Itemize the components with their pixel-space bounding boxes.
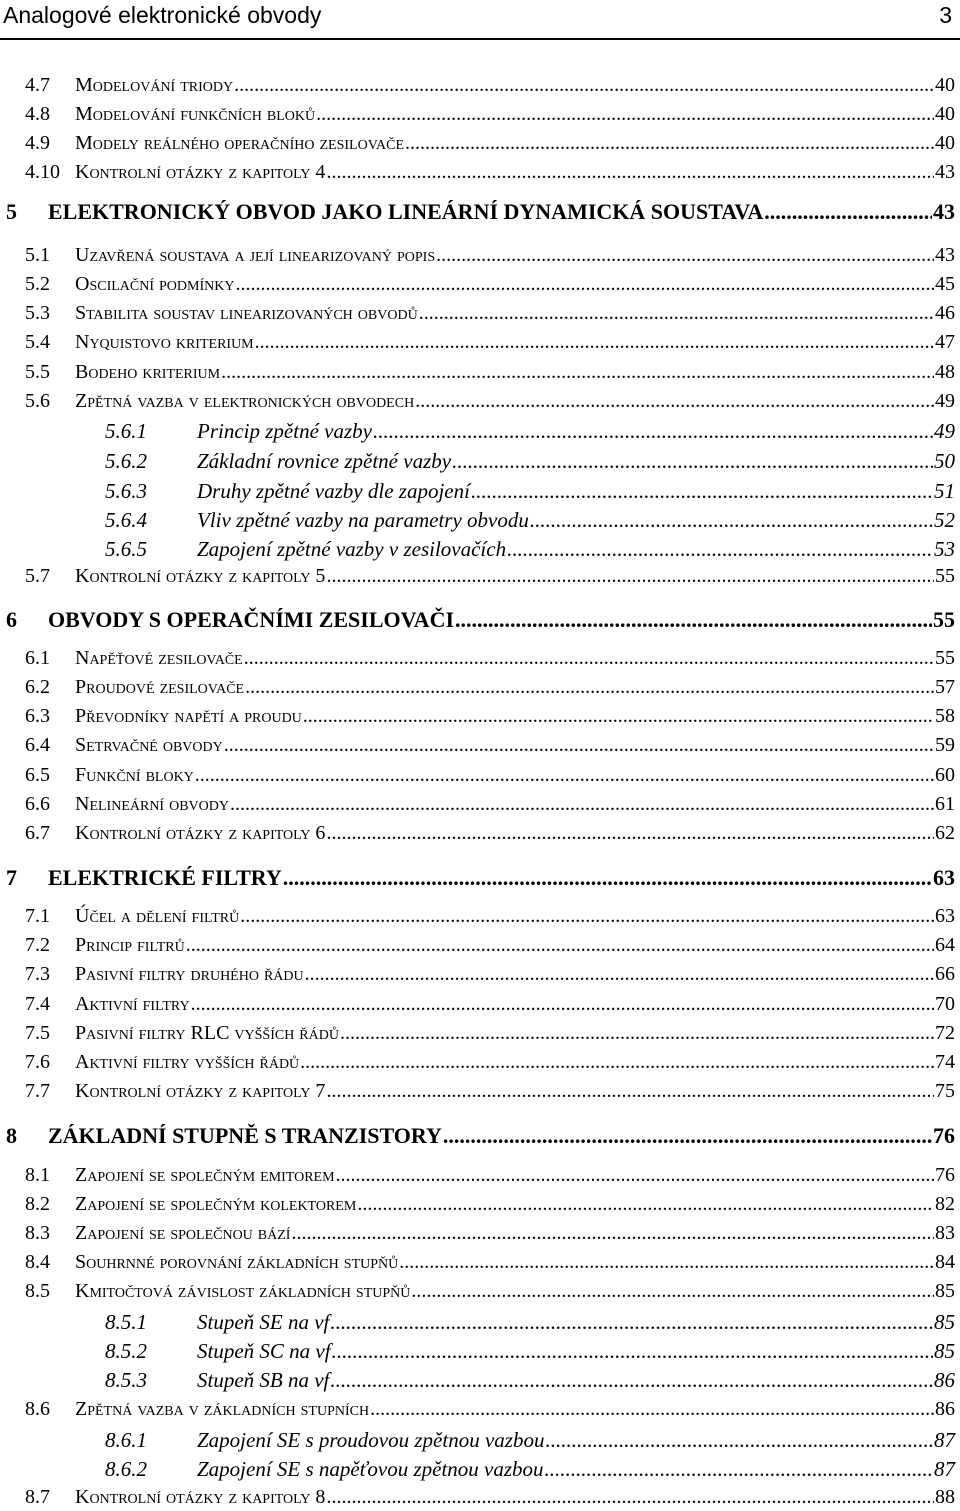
toc-entry[interactable] bbox=[25, 764, 955, 787]
toc-entry-title: Stupeň SC na vf bbox=[197, 1339, 331, 1363]
toc-entry-number: 8.1 bbox=[25, 1164, 50, 1186]
leader-dots bbox=[764, 199, 932, 225]
toc-entry-title: ELEKTRICKÉ FILTRY bbox=[48, 865, 282, 890]
toc-entry[interactable] bbox=[105, 449, 955, 474]
toc-entry[interactable] bbox=[105, 537, 955, 562]
leader-dots bbox=[245, 676, 934, 699]
toc-entry[interactable] bbox=[25, 331, 955, 354]
toc-entry-number: 8.5.3 bbox=[105, 1368, 147, 1392]
toc-entry-number: 8.6.2 bbox=[105, 1457, 147, 1481]
toc-entry-title: Druhy zpětné vazby dle zapojení bbox=[197, 479, 470, 503]
toc-entry-page: 48 bbox=[935, 361, 955, 383]
toc-entry-page: 55 bbox=[935, 565, 955, 587]
toc-entry-number: 5.6.3 bbox=[105, 479, 147, 503]
leader-dots bbox=[255, 331, 934, 354]
toc-entry-title: Zapojení SE s napěťovou zpětnou vazbou bbox=[197, 1457, 544, 1481]
toc-entry-number: 6.1 bbox=[25, 647, 50, 669]
toc-entry[interactable] bbox=[25, 1051, 955, 1074]
toc-entry-title: Kontrolní otázky z kapitoly 4 bbox=[75, 161, 326, 183]
toc-entry-title: Bodeho kriterium bbox=[75, 361, 221, 383]
leader-dots bbox=[303, 705, 934, 728]
leader-dots bbox=[452, 449, 933, 474]
toc-entry-page: 45 bbox=[935, 273, 955, 295]
toc-entry-page: 55 bbox=[935, 647, 955, 669]
toc-entry-number: 7 bbox=[6, 865, 17, 890]
leader-dots bbox=[436, 244, 934, 267]
toc-entry-page: 87 bbox=[934, 1457, 955, 1481]
toc-entry-page: 43 bbox=[935, 161, 955, 183]
toc-entry[interactable] bbox=[25, 565, 955, 588]
toc-entry-title: Kontrolní otázky z kapitoly 6 bbox=[75, 822, 326, 844]
toc-entry-number: 7.6 bbox=[25, 1051, 50, 1073]
toc-entry[interactable] bbox=[25, 1193, 955, 1216]
toc-entry-number: 4.8 bbox=[25, 103, 50, 125]
toc-entry-page: 49 bbox=[935, 390, 955, 412]
toc-entry[interactable] bbox=[25, 705, 955, 728]
toc-entry-page: 62 bbox=[935, 822, 955, 844]
toc-entry-number: 6.3 bbox=[25, 705, 50, 727]
toc-entry[interactable] bbox=[105, 508, 955, 533]
toc-entry-page: 88 bbox=[935, 1486, 955, 1508]
toc-entry-title: Stupeň SE na vf bbox=[197, 1310, 330, 1334]
toc-entry-page: 55 bbox=[933, 607, 955, 632]
leader-dots bbox=[230, 793, 934, 816]
toc-entry-number: 8.3 bbox=[25, 1222, 50, 1244]
toc-entry-title: Kontrolní otázky z kapitoly 5 bbox=[75, 565, 326, 587]
leader-dots bbox=[545, 1428, 933, 1453]
toc-entry-number: 8.5 bbox=[25, 1280, 50, 1302]
toc-entry[interactable] bbox=[25, 1280, 955, 1303]
toc-entry[interactable] bbox=[25, 273, 955, 296]
toc-entry[interactable] bbox=[25, 676, 955, 699]
toc-entry[interactable] bbox=[105, 479, 955, 504]
toc-entry-title: Zapojení se společným kolektorem bbox=[75, 1193, 357, 1215]
toc-entry-page: 63 bbox=[935, 905, 955, 927]
toc-entry-number: 8.6 bbox=[25, 1398, 50, 1420]
toc-entry-title: Uzavřená soustava a její linearizovaný popis bbox=[75, 244, 436, 266]
toc-entry[interactable] bbox=[105, 1339, 955, 1364]
leader-dots bbox=[195, 764, 934, 787]
leader-dots bbox=[373, 419, 933, 444]
toc-entry[interactable] bbox=[105, 1428, 955, 1453]
toc-entry[interactable] bbox=[25, 302, 955, 325]
toc-entry-number: 5.6.1 bbox=[105, 419, 147, 443]
leader-dots bbox=[244, 647, 934, 670]
toc-entry-page: 74 bbox=[935, 1051, 955, 1073]
toc-entry-title: Stupeň SB na vf bbox=[197, 1368, 330, 1392]
toc-entry[interactable] bbox=[25, 647, 955, 670]
toc-entry[interactable] bbox=[25, 390, 955, 413]
toc-entry-page: 87 bbox=[934, 1428, 955, 1452]
leader-dots bbox=[507, 537, 933, 562]
leader-dots bbox=[291, 1222, 934, 1245]
toc-entry-number: 4.9 bbox=[25, 132, 50, 154]
toc-entry[interactable] bbox=[25, 244, 955, 267]
leader-dots bbox=[326, 1486, 934, 1509]
toc-entry-page: 40 bbox=[935, 74, 955, 96]
toc-entry[interactable] bbox=[25, 905, 955, 928]
leader-dots bbox=[405, 132, 934, 155]
toc-entry-page: 58 bbox=[935, 705, 955, 727]
leader-dots bbox=[326, 822, 934, 845]
leader-dots bbox=[224, 734, 934, 757]
toc-entry-page: 76 bbox=[935, 1164, 955, 1186]
toc-entry-number: 8.5.2 bbox=[105, 1339, 147, 1363]
toc-entry-page: 53 bbox=[934, 537, 955, 561]
toc-entry-number: 8.2 bbox=[25, 1193, 50, 1215]
toc-entry-number: 6.6 bbox=[25, 793, 50, 815]
toc-entry-number: 5.6 bbox=[25, 390, 50, 412]
toc-entry-number: 7.4 bbox=[25, 993, 50, 1015]
leader-dots bbox=[370, 1398, 934, 1421]
toc-entry-number: 6.7 bbox=[25, 822, 50, 844]
toc-entry-page: 50 bbox=[934, 449, 955, 473]
toc-entry-page: 63 bbox=[933, 865, 955, 890]
leader-dots bbox=[330, 1368, 933, 1393]
leader-dots bbox=[332, 1339, 933, 1364]
toc-entry-number: 5.3 bbox=[25, 302, 50, 324]
toc-entry-title: Modelování funkčních bloků bbox=[75, 103, 316, 125]
leader-dots bbox=[316, 103, 934, 126]
toc-entry-page: 83 bbox=[935, 1222, 955, 1244]
toc-entry[interactable] bbox=[6, 607, 955, 633]
toc-entry-number: 5.6.2 bbox=[105, 449, 147, 473]
toc-entry-number: 5.6.4 bbox=[105, 508, 147, 532]
toc-entry-title: Zpětná vazba v základních stupních bbox=[75, 1398, 370, 1420]
toc-entry-title: Zapojení se společnou bází bbox=[75, 1222, 291, 1244]
toc-entry[interactable] bbox=[6, 199, 955, 225]
toc-entry-page: 47 bbox=[935, 331, 955, 353]
toc-entry-page: 49 bbox=[934, 419, 955, 443]
toc-entry-page: 85 bbox=[934, 1339, 955, 1363]
toc-entry-number: 5.4 bbox=[25, 331, 50, 353]
toc-entry-number: 6.4 bbox=[25, 734, 50, 756]
toc-entry-page: 86 bbox=[934, 1368, 955, 1392]
toc-entry-page: 85 bbox=[934, 1310, 955, 1334]
leader-dots bbox=[340, 1022, 934, 1045]
leader-dots bbox=[415, 390, 934, 413]
leader-dots bbox=[191, 993, 934, 1016]
leader-dots bbox=[530, 508, 933, 533]
toc-entry-number: 5.2 bbox=[25, 273, 50, 295]
toc-entry[interactable] bbox=[105, 1310, 955, 1335]
toc-entry-title: Vliv zpětné vazby na parametry obvodu bbox=[197, 508, 529, 532]
toc-entry-number: 5 bbox=[6, 199, 17, 224]
toc-entry-title: Zapojení se společným emitorem bbox=[75, 1164, 335, 1186]
page-number: 3 bbox=[939, 2, 952, 28]
leader-dots bbox=[221, 361, 934, 384]
toc-entry-page: 43 bbox=[935, 244, 955, 266]
toc-entry-number: 6.2 bbox=[25, 676, 50, 698]
toc-entry-title: Funkční bloky bbox=[75, 764, 194, 786]
toc-entry-number: 7.3 bbox=[25, 963, 50, 985]
toc-entry-page: 46 bbox=[935, 302, 955, 324]
toc-entry-title: Převodníky napětí a proudu bbox=[75, 705, 302, 727]
leader-dots bbox=[326, 161, 934, 184]
leader-dots bbox=[471, 479, 933, 504]
toc-entry[interactable] bbox=[25, 161, 955, 184]
toc-entry-title: Pasivní filtry RLC vyšších řádů bbox=[75, 1022, 339, 1044]
toc-entry-number: 4.10 bbox=[25, 161, 60, 183]
toc-entry-page: 64 bbox=[935, 934, 955, 956]
toc-entry-title: Modely reálného operačního zesilovače bbox=[75, 132, 404, 154]
toc-entry-title: Aktivní filtry bbox=[75, 993, 190, 1015]
toc-entry[interactable] bbox=[25, 361, 955, 384]
toc-entry[interactable] bbox=[25, 1222, 955, 1245]
toc-entry-number: 8.5.1 bbox=[105, 1310, 147, 1334]
toc-entry[interactable] bbox=[105, 1457, 955, 1482]
leader-dots bbox=[300, 1051, 934, 1074]
toc-entry[interactable] bbox=[25, 1486, 955, 1509]
toc-entry-title: Modelování triody bbox=[75, 74, 234, 96]
leader-dots bbox=[545, 1457, 933, 1482]
toc-entry-page: 86 bbox=[935, 1398, 955, 1420]
toc-entry-page: 51 bbox=[934, 479, 955, 503]
toc-entry[interactable] bbox=[25, 993, 955, 1016]
toc-entry[interactable] bbox=[25, 1164, 955, 1187]
leader-dots bbox=[443, 1123, 932, 1149]
leader-dots bbox=[283, 865, 932, 891]
leader-dots bbox=[455, 607, 932, 633]
toc-entry-title: Nyquistovo kriterium bbox=[75, 331, 254, 353]
toc-entry-title: Stabilita soustav linearizovaných obvodů bbox=[75, 302, 418, 324]
leader-dots bbox=[330, 1310, 933, 1335]
leader-dots bbox=[234, 74, 934, 97]
toc-entry-number: 7.2 bbox=[25, 934, 50, 956]
toc-entry[interactable] bbox=[25, 934, 955, 957]
toc-entry-title: Účel a dělení filtrů bbox=[75, 905, 240, 927]
toc-entry-title: OBVODY S OPERAČNÍMI ZESILOVAČI bbox=[48, 607, 455, 632]
leader-dots bbox=[326, 1080, 934, 1103]
toc-entry-number: 7.5 bbox=[25, 1022, 50, 1044]
toc-entry-number: 5.5 bbox=[25, 361, 50, 383]
toc-entry-page: 60 bbox=[935, 764, 955, 786]
toc-entry-page: 72 bbox=[935, 1022, 955, 1044]
toc-entry-title: Nelineární obvody bbox=[75, 793, 229, 815]
toc-entry-number: 8.4 bbox=[25, 1251, 50, 1273]
leader-dots bbox=[357, 1193, 934, 1216]
toc-entry-page: 84 bbox=[935, 1251, 955, 1273]
toc-entry-title: Zapojení SE s proudovou zpětnou vazbou bbox=[197, 1428, 545, 1452]
toc-entry-page: 76 bbox=[933, 1123, 955, 1148]
toc-entry-page: 61 bbox=[935, 793, 955, 815]
toc-entry-number: 6 bbox=[6, 607, 17, 632]
toc-entry-title: ZÁKLADNÍ STUPNĚ S TRANZISTORY bbox=[48, 1123, 442, 1148]
toc-entry[interactable] bbox=[6, 865, 955, 891]
toc-entry-page: 59 bbox=[935, 734, 955, 756]
toc-entry-title: Oscilační podmínky bbox=[75, 273, 235, 295]
toc-entry[interactable] bbox=[25, 74, 955, 97]
leader-dots bbox=[419, 302, 934, 325]
toc-entry[interactable] bbox=[105, 1368, 955, 1393]
toc-entry-page: 82 bbox=[935, 1193, 955, 1215]
toc-entry-title: Zapojení zpětné vazby v zesilovačích bbox=[197, 537, 507, 561]
toc-entry[interactable] bbox=[25, 132, 955, 155]
toc-entry[interactable] bbox=[25, 1080, 955, 1103]
toc-entry-number: 8.6.1 bbox=[105, 1428, 147, 1452]
toc-entry-page: 40 bbox=[935, 132, 955, 154]
toc-entry[interactable] bbox=[25, 734, 955, 757]
toc-entry-title: Princip filtrů bbox=[75, 934, 185, 956]
toc-entry-title: Souhrnné porovnání základních stupňů bbox=[75, 1251, 399, 1273]
toc-entry-page: 40 bbox=[935, 103, 955, 125]
toc-entry-title: Kontrolní otázky z kapitoly 8 bbox=[75, 1486, 326, 1508]
toc-entry-page: 70 bbox=[935, 993, 955, 1015]
toc-entry-title: Setrvačné obvody bbox=[75, 734, 223, 756]
toc-entry[interactable] bbox=[25, 1251, 955, 1274]
toc-entry[interactable] bbox=[25, 822, 955, 845]
toc-entry-title: Pasivní filtry druhého řádu bbox=[75, 963, 304, 985]
toc-entry[interactable] bbox=[25, 1022, 955, 1045]
leader-dots bbox=[305, 963, 934, 986]
toc-entry-number: 5.1 bbox=[25, 244, 50, 266]
toc-entry[interactable] bbox=[6, 1123, 955, 1149]
toc-entry[interactable] bbox=[25, 793, 955, 816]
toc-entry-title: Kmitočtová závislost základních stupňů bbox=[75, 1280, 411, 1302]
page-header bbox=[0, 0, 960, 42]
toc-entry-number: 4.7 bbox=[25, 74, 50, 96]
toc-entry[interactable] bbox=[105, 419, 955, 444]
toc-entry-title: Kontrolní otázky z kapitoly 7 bbox=[75, 1080, 326, 1102]
toc-entry-title: Aktivní filtry vyšších řádů bbox=[75, 1051, 300, 1073]
header-rule bbox=[0, 38, 960, 40]
leader-dots bbox=[399, 1251, 934, 1274]
toc-entry-number: 5.7 bbox=[25, 565, 50, 587]
leader-dots bbox=[411, 1280, 934, 1303]
toc-entry-number: 5.6.5 bbox=[105, 537, 147, 561]
toc-entry-title: ELEKTRONICKÝ OBVOD JAKO LINEÁRNÍ DYNAMICKÁ SOUSTAVA bbox=[48, 199, 764, 224]
toc-entry-title: Zpětná vazba v elektronických obvodech bbox=[75, 390, 415, 412]
leader-dots bbox=[240, 905, 934, 928]
leader-dots bbox=[326, 565, 934, 588]
toc-entry-title: Proudové zesilovače bbox=[75, 676, 245, 698]
leader-dots bbox=[235, 273, 934, 296]
toc-entry-page: 66 bbox=[935, 963, 955, 985]
toc-entry-page: 75 bbox=[935, 1080, 955, 1102]
toc-entry-number: 8.7 bbox=[25, 1486, 50, 1508]
toc-entry[interactable] bbox=[25, 963, 955, 986]
toc-entry-number: 6.5 bbox=[25, 764, 50, 786]
toc-entry-number: 8 bbox=[6, 1123, 17, 1148]
toc-entry-title: Princip zpětné vazby bbox=[197, 419, 372, 443]
toc-entry[interactable] bbox=[25, 103, 955, 126]
leader-dots bbox=[336, 1164, 934, 1187]
toc-entry-number: 7.1 bbox=[25, 905, 50, 927]
leader-dots bbox=[186, 934, 934, 957]
toc-entry-page: 85 bbox=[935, 1280, 955, 1302]
toc-entry-number: 7.7 bbox=[25, 1080, 50, 1102]
toc-entry-page: 43 bbox=[933, 199, 955, 224]
toc-entry-page: 57 bbox=[935, 676, 955, 698]
toc-entry-page: 52 bbox=[934, 508, 955, 532]
running-title: Analogové elektronické obvody bbox=[3, 2, 322, 28]
toc-entry-title: Napěťové zesilovače bbox=[75, 647, 243, 669]
toc-entry[interactable] bbox=[25, 1398, 955, 1421]
toc-entry-title: Základní rovnice zpětné vazby bbox=[197, 449, 452, 473]
